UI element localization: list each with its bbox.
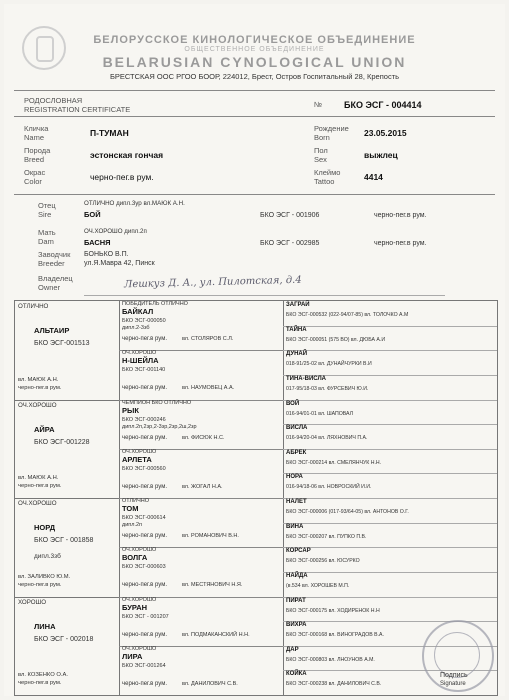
g3-name: КОЙКА [286,671,307,678]
g2-grade: ОЧ.ХОРОШО [122,596,157,603]
dog-color: черно-пег.в рум. [90,172,154,182]
g2-name: БАЙКАЛ [122,307,154,316]
g3-info: 016-94/18-06 вл. НОВРОСКИЙ И.И. [286,484,372,491]
dog-tattoo: 4414 [364,172,383,182]
g2-owner: вл. ДАНИЛОВИЧ С.В. [182,680,238,687]
g2-color: черно-пег.в рум. [122,533,168,539]
tattoo-label-ru: Клеймо [314,168,341,177]
g1-name: ЛИНА [34,621,56,631]
header [4,4,505,92]
g1-color: черно-пег.в рум. [18,581,62,588]
g1-grade: ХОРОШО [18,598,47,606]
g1-color: черно-пег.в рум. [18,384,62,391]
g2-name: ЛИРА [122,651,143,661]
g3-info: БКО ЭСГ-000175 вл. ХОДИРЕНОК Н.Н [286,607,380,614]
breeder-label-ru: Заводчик [38,250,71,259]
g2-grade: ОЧ.ХОРОШО [122,350,157,357]
g2-owner: вл. МЕСТЯНОВИЧ Н.Я. [182,582,243,589]
org-name-ru: БЕЛОРУССКОЕ КИНОЛОГИЧЕСКОЕ ОБЪЕДИНЕНИЕ [93,34,416,46]
dam-name: БАСНЯ [84,238,111,247]
dam-label-en: Dam [38,237,54,246]
g1-grade: ОЧ.ХОРОШО [18,500,57,507]
g2-owner: вл. РОМАНОВИЧ В.Н. [182,533,239,539]
sex-label-en: Sex [314,155,327,164]
sire-name: БОЙ [84,210,101,219]
g3-info: 017-95/18-03 вл. ФУРСЕВИЧ Ю.И. [286,385,369,392]
color-label-ru: Окрас [24,168,46,177]
dam-label-ru: Мать [38,228,56,237]
g1-owner: вл. МАЮК А.Н. [18,376,59,383]
signature-label: Подпись [440,672,468,679]
g3-info: БКО ЭСГ-000256 вл. ЮСУРКО [286,558,360,565]
g3-name: ЗАГРАЙ [286,302,310,308]
g2-reg: БКО ЭСГ-000246 [122,416,166,423]
org-address: БРЕСТСКАЯ ООС РГОО БООР, 224012, Брест, Остров Госпитальный 28, Крепость [109,72,400,81]
g1-name: АЛЬТАИР [34,326,70,335]
sire-reg: БКО ЭСГ - 001906 [260,212,320,219]
breeder-name: БОНЬКО В.П. [84,251,129,258]
g2-grade: ОТЛИЧНО [122,498,149,504]
sire-titles: ОТЛИЧНО дипл.3ур вл.МАЮК А.Н. [84,200,185,207]
g3-info: БКО ЭСГ-000051 (575 ВО) вл. ДЮБА А.И [286,336,386,343]
g3-name: НАЙДА [286,572,308,579]
g2-reg: БКО ЭСГ-001264 [122,662,166,669]
g2-name: ВОЛГА [122,553,148,563]
g2-grade: ОЧ.ХОРОШО [122,645,157,652]
g2-color: черно-пег.в рум. [122,631,168,638]
g3-name: НОРА [286,474,303,481]
g2-color: черно-пег.в рум. [122,385,168,392]
number-label: № [314,100,323,109]
g3-info: 016-94/20-04 вл. ЛЯХНОВИЧ П.А. [286,435,368,442]
g3-name: ВИХРА [286,622,307,629]
breeder-address: ул.Я.Мавра 42, Пинск [84,260,155,267]
name-label-en: Name [24,133,45,142]
tattoo-label-en: Tattoo [314,177,335,186]
breed-label-en: Breed [24,155,45,164]
breed-label-ru: Порода [24,146,51,155]
g2-grade: ЧЕМПИОН БКО ОТЛИЧНО [122,399,192,406]
dam-titles: ОЧ.ХОРОШО дипл.2п [84,228,147,235]
org-subtitle: ОБЩЕСТВЕННОЕ ОБЪЕДИНЕНИЕ [184,46,325,53]
g3-info: БКО ЭСГ-000207 вл. ПУПКО П.В. [286,533,367,540]
g3-name: ДУНАЙ [286,351,308,358]
sire-label-ru: Отец [38,201,56,210]
g1-color: черно-пег.в рум. [18,483,62,489]
name-label-ru: Кличка [24,124,49,133]
sire-label-en: Sire [38,210,52,219]
g3-name: ВИСЛА [286,425,308,432]
g2-color: черно-пег.в рум. [122,336,168,342]
g1-owner: вл. ЗАЛИВКО Ю.М. [18,573,71,580]
g3-name: КОРСАР [286,548,311,555]
signature-label-en: Signature [440,681,466,687]
g3-name: ПИРАТ [286,597,306,604]
g2-reg: БКО ЭСГ-000603 [122,564,166,571]
g1-name: АЙРА [34,424,55,434]
g2-color: черно-пег.в рум. [122,680,168,687]
g3-name: ВОЙ [286,400,300,407]
dam-reg: БКО ЭСГ - 002985 [260,240,320,247]
dog-dob: 23.05.2015 [364,128,407,138]
g1-grade: ОЧ.ХОРОШО [18,401,57,409]
g2-reg: БКО ЭСГ-001140 [122,367,166,374]
dog-sex: выжлец [364,150,398,160]
g1-grade: ОТЛИЧНО [18,303,49,310]
g2-owner: вл. ПОДМАКАНСКИЙ Н.Н. [182,631,250,638]
g2-color: черно-пег.в рум. [122,582,168,589]
title-ru: РОДОСЛОВНАЯ [24,96,83,105]
g2-color: черно-пег.в рум. [122,483,168,490]
g1-reg: БКО ЭСГ-001228 [34,438,90,446]
dob-label-en: Born [314,133,330,142]
g3-info: БКО ЭСГ-000168 вл. ВИНОГРАДОВ В.А. [286,632,384,639]
g3-info: БКО ЭСГ-000238 вл. ДАНИЛОВИЧ С.В. [286,681,382,688]
g1-reg: БКО ЭСГ - 001858 [34,537,94,544]
dob-label-ru: Рождение [314,124,349,133]
g3-name: ДАР [286,646,299,653]
g3-info: 018-91/25-02 вл. ДУНАЙЧУРКИ В.И [286,361,372,368]
g3-name: НАЛЕТ [286,499,307,505]
g3-info: БКО ЭСГ-000214 вл. СМЕЛЯНЧУК Н.Н. [286,459,382,466]
g1-color: черно-пег.в рум. [18,680,62,686]
g2-owner: вл. НАУМОВЕЦ А.А. [182,385,235,392]
g3-name: АБРЕК [286,449,307,456]
g3-info: БКО ЭСГ-000006 (017-93/64-05) вл. АНТОНОВ О.Г. [286,509,409,515]
g2-name: БУРАН [122,602,148,612]
g2-name: АРЛЕТА [122,454,152,464]
g2-grade: ПОБЕДИТЕЛЬ ОТЛИЧНО [122,301,188,307]
dog-breed: эстонская гончая [90,150,164,160]
g2-reg: БКО ЭСГ - 001207 [122,613,169,620]
g2-owner: вл. ФИСЮК Н.С. [182,434,225,441]
dog-name: П-ТУМАН [90,128,129,138]
owner-handwritten: Лешкуз Д. А., ул. Пилотская, д.4 [123,274,302,291]
g2-reg: БКО ЭСГ-000050 [122,318,166,324]
g1-reg: БКО ЭСГ - 002018 [34,635,94,643]
owner-label-ru: Владелец [38,274,73,283]
g1-reg: БКО ЭСГ-001513 [34,340,90,347]
registration-number: БКО ЭСГ - 004414 [344,100,422,110]
g2-owner: вл. СТОЛЯРОВ С.Л. [182,336,234,342]
sex-label-ru: Пол [314,146,328,155]
g2-name: РЫК [122,405,139,415]
org-name-en: BELARUSIAN CYNOLOGICAL UNION [102,54,407,70]
g3-info: (в.534 вл. ХОРОШЕВ М.П. [286,582,350,589]
color-label-en: Color [24,177,42,186]
sire-color: черно-пег.в рум. [374,212,427,219]
g2-reg: БКО ЭСГ-000560 [122,465,166,472]
g2-grade: ОЧ.ХОРОШО [122,448,157,455]
g2-name: Н-ШЕЙЛА [122,356,159,366]
breeder-label-en: Breeder [38,259,65,268]
g2-color: черно-пег.в рум. [122,434,168,441]
g2-reg: БКО ЭСГ-000614 [122,515,166,521]
certificate-page [4,4,505,696]
g3-name: ТАЙНА [286,326,307,333]
g3-info: БКО ЭСГ-000803 вл. ЛНОУНОВ А.М. [286,656,375,663]
g2-extra: дипл.2п,2зр,2-3зр,2зр,2ш,2зр [122,423,197,430]
g1-name: НОРД [34,523,56,532]
g2-extra: дипл.2п [122,522,143,528]
g2-owner: вл. ЖОГАЛ Н.А. [182,483,223,490]
g2-name: ТОМ [122,504,139,513]
g2-extra: дипл.2-3зб [122,325,150,331]
g3-info: БКО ЭСГ-000532 (022-94/07-85) вл. ТОЛОЧКО А.М [286,312,409,318]
g3-info: 016-94/01-01 вл. ШАПОВАЛ [286,410,354,417]
g3-name: ТИНА-ВИСЛА [286,375,327,382]
g2-grade: ОЧ.ХОРОШО [122,547,157,554]
title-en: REGISTRATION CERTIFICATE [24,105,131,114]
g1-extra: дипл.3зб [34,553,61,560]
g3-name: ВИНА [286,523,304,530]
g1-owner: вл. КОЗЕНКО О.А. [18,672,68,678]
dam-color: черно-пег.в рум. [374,240,427,247]
owner-label-en: Owner [38,283,61,292]
g1-owner: вл. МАЮК А.Н. [18,475,59,481]
